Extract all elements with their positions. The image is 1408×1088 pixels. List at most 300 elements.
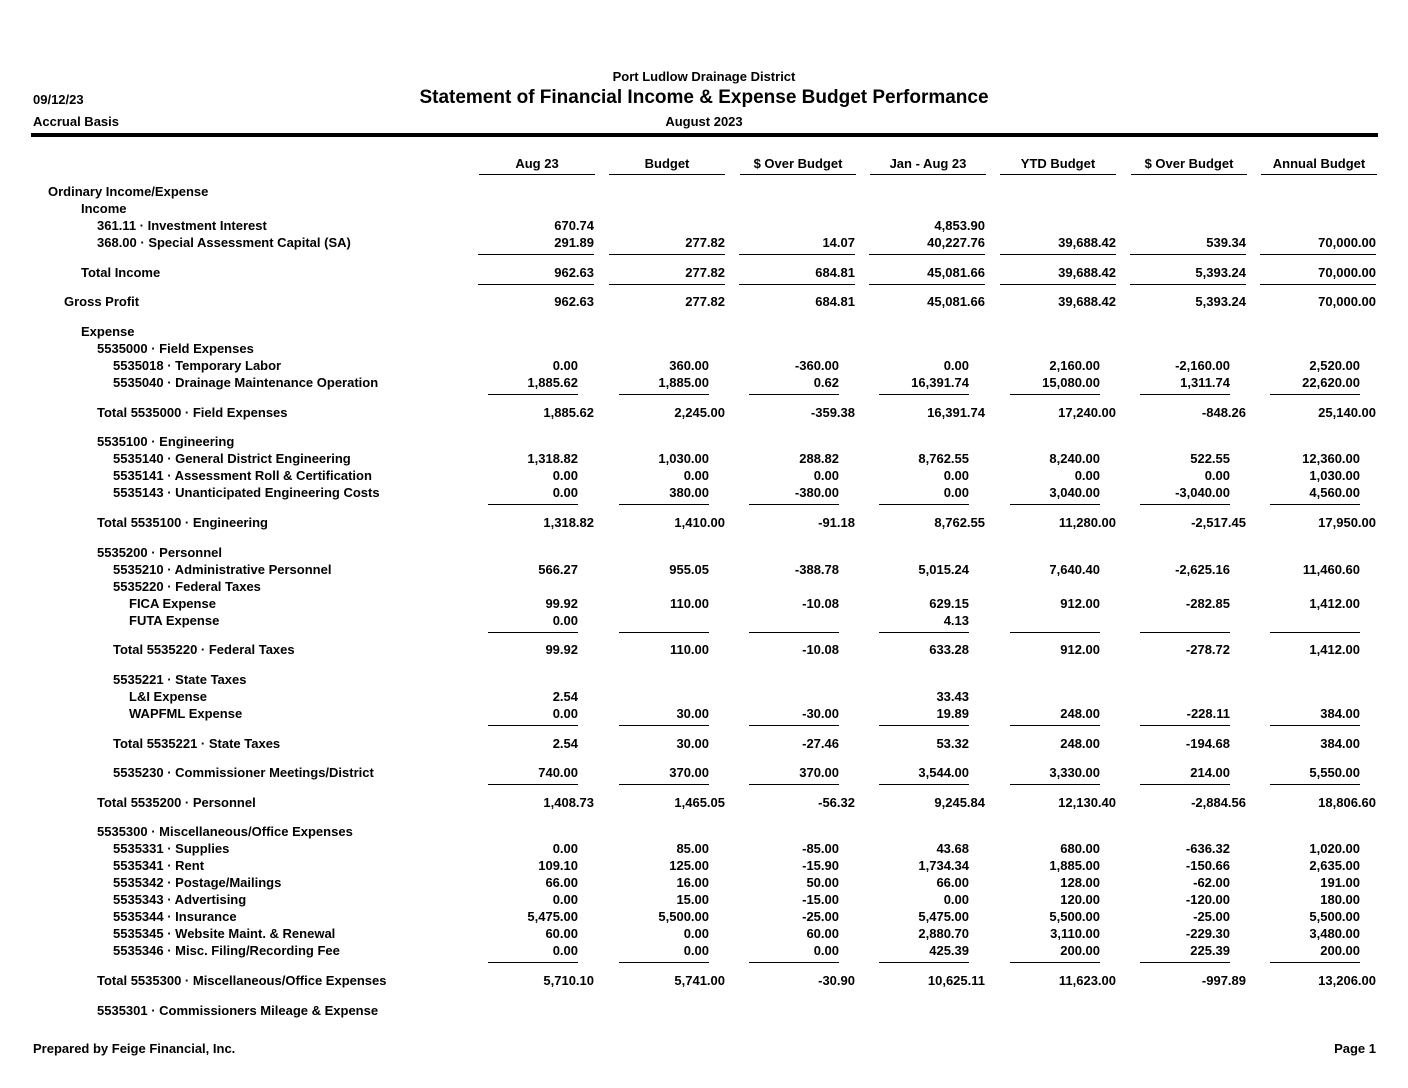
- row-value: -2,160.00: [1175, 358, 1230, 373]
- table-row: [0, 375, 1408, 392]
- subtotal-rule: [1140, 394, 1230, 395]
- subtotal-rule: [1130, 254, 1246, 255]
- row-value: 180.00: [1320, 892, 1360, 907]
- row-value: 370.00: [669, 765, 709, 780]
- table-row: [0, 468, 1408, 485]
- row-value: 16,391.74: [927, 405, 985, 420]
- row-label: Total 5535000 · Field Expenses: [97, 405, 288, 420]
- row-label: Total 5535220 · Federal Taxes: [113, 642, 295, 657]
- row-value: 962.63: [554, 294, 594, 309]
- table-row: [0, 841, 1408, 858]
- table-row: [0, 515, 1408, 532]
- row-value: 912.00: [1060, 642, 1100, 657]
- subtotal-rule: [749, 394, 839, 395]
- row-value: 539.34: [1206, 235, 1246, 250]
- table-row: [0, 736, 1408, 753]
- row-value: 3,480.00: [1309, 926, 1360, 941]
- subtotal-rule: [1010, 784, 1100, 785]
- row-value: 14.07: [822, 235, 855, 250]
- subtotal-rule: [879, 394, 969, 395]
- row-value: 7,640.40: [1049, 562, 1100, 577]
- row-value: 0.00: [552, 358, 578, 373]
- row-value: 248.00: [1060, 706, 1100, 721]
- table-row: [0, 824, 1408, 841]
- subtotal-rule: [1260, 284, 1376, 285]
- row-value: 25,140.00: [1318, 405, 1376, 420]
- row-value: 955.05: [669, 562, 709, 577]
- row-label: Total 5535300 · Miscellaneous/Office Expenses: [97, 973, 387, 988]
- row-value: 0.00: [552, 485, 578, 500]
- row-value: 288.82: [799, 451, 839, 466]
- subtotal-rule: [488, 962, 578, 963]
- row-value: 16,391.74: [911, 375, 969, 390]
- row-value: 53.32: [936, 736, 969, 751]
- row-value: 0.00: [683, 926, 709, 941]
- row-label: 5535220 · Federal Taxes: [113, 579, 261, 594]
- subtotal-rule: [749, 962, 839, 963]
- subtotal-rule: [1140, 962, 1230, 963]
- subtotal-rule: [869, 284, 985, 285]
- row-value: -15.90: [802, 858, 839, 873]
- subtotal-rule: [1000, 254, 1116, 255]
- company-name: Port Ludlow Drainage District: [612, 69, 796, 84]
- row-value: -15.00: [802, 892, 839, 907]
- row-value: 45,081.66: [927, 294, 985, 309]
- row-value: -62.00: [1193, 875, 1230, 890]
- row-label: 5535210 · Administrative Personnel: [113, 562, 332, 577]
- table-row: [0, 341, 1408, 358]
- row-value: 200.00: [1060, 943, 1100, 958]
- table-row: [0, 1003, 1408, 1020]
- row-value: 39,688.42: [1058, 294, 1116, 309]
- row-value: 670.74: [554, 218, 594, 233]
- row-label: 5535000 · Field Expenses: [97, 341, 254, 356]
- row-label: 5535221 · State Taxes: [113, 672, 247, 687]
- subtotal-rule: [619, 962, 709, 963]
- subtotal-rule: [619, 632, 709, 633]
- row-value: 633.28: [929, 642, 969, 657]
- row-label: Ordinary Income/Expense: [48, 184, 209, 199]
- table-row: [0, 562, 1408, 579]
- row-value: 0.00: [683, 943, 709, 958]
- subtotal-rule: [879, 725, 969, 726]
- table-row: [0, 579, 1408, 596]
- row-value: -25.00: [802, 909, 839, 924]
- subtotal-rule: [869, 254, 985, 255]
- row-value: 109.10: [538, 858, 578, 873]
- row-label: Income: [81, 201, 127, 216]
- row-label: FICA Expense: [129, 596, 216, 611]
- table-row: [0, 451, 1408, 468]
- row-value: 120.00: [1060, 892, 1100, 907]
- row-value: 70,000.00: [1318, 235, 1376, 250]
- row-label: 5535140 · General District Engineering: [113, 451, 351, 466]
- row-value: 5,710.10: [543, 973, 594, 988]
- column-header: $ Over Budget: [740, 156, 856, 175]
- row-value: 45,081.66: [927, 265, 985, 280]
- row-value: 0.00: [943, 358, 969, 373]
- table-row: [0, 795, 1408, 812]
- row-value: -85.00: [802, 841, 839, 856]
- row-value: -229.30: [1185, 926, 1230, 941]
- subtotal-rule: [749, 784, 839, 785]
- row-value: 0.00: [1204, 468, 1230, 483]
- row-value: 11,460.60: [1302, 562, 1360, 577]
- page-number: Page 1: [1334, 1041, 1376, 1056]
- row-value: 8,762.55: [918, 451, 969, 466]
- row-value: -380.00: [794, 485, 839, 500]
- row-value: -2,517.45: [1191, 515, 1246, 530]
- row-value: 1,412.00: [1309, 596, 1360, 611]
- row-value: 680.00: [1060, 841, 1100, 856]
- row-value: 629.15: [929, 596, 969, 611]
- row-value: 1,030.00: [658, 451, 709, 466]
- table-row: [0, 294, 1408, 311]
- table-row: [0, 943, 1408, 960]
- row-value: 1,885.00: [658, 375, 709, 390]
- row-value: -360.00: [794, 358, 839, 373]
- row-value: -10.08: [802, 642, 839, 657]
- row-value: 30.00: [676, 706, 709, 721]
- row-label: 5535346 · Misc. Filing/Recording Fee: [113, 943, 340, 958]
- row-value: 1,410.00: [674, 515, 725, 530]
- subtotal-rule: [1010, 962, 1100, 963]
- row-value: -30.90: [818, 973, 855, 988]
- row-label: 5535300 · Miscellaneous/Office Expenses: [97, 824, 353, 839]
- row-label: 5535331 · Supplies: [113, 841, 230, 856]
- row-value: 2,245.00: [674, 405, 725, 420]
- subtotal-rule: [749, 632, 839, 633]
- row-value: 85.00: [676, 841, 709, 856]
- row-value: 384.00: [1320, 706, 1360, 721]
- subtotal-rule: [879, 504, 969, 505]
- row-value: 5,550.00: [1309, 765, 1360, 780]
- subtotal-rule: [488, 725, 578, 726]
- row-value: 0.00: [552, 613, 578, 628]
- row-value: 425.39: [929, 943, 969, 958]
- subtotal-rule: [619, 394, 709, 395]
- row-label: 5535345 · Website Maint. & Renewal: [113, 926, 336, 941]
- row-value: 2,880.70: [918, 926, 969, 941]
- row-value: -2,884.56: [1191, 795, 1246, 810]
- row-value: 5,500.00: [1309, 909, 1360, 924]
- row-value: 1,030.00: [1309, 468, 1360, 483]
- row-value: 39,688.42: [1058, 235, 1116, 250]
- row-value: 11,280.00: [1058, 515, 1116, 530]
- row-value: 2,635.00: [1309, 858, 1360, 873]
- row-value: 60.00: [806, 926, 839, 941]
- row-value: 0.00: [552, 706, 578, 721]
- table-row: [0, 545, 1408, 562]
- subtotal-rule: [1270, 962, 1360, 963]
- subtotal-rule: [1010, 394, 1100, 395]
- row-label: 5535141 · Assessment Roll & Certification: [113, 468, 372, 483]
- subtotal-rule: [1140, 504, 1230, 505]
- row-label: Total Income: [81, 265, 161, 280]
- row-value: 39,688.42: [1058, 265, 1116, 280]
- row-value: 5,393.24: [1195, 265, 1246, 280]
- row-label: 5535200 · Personnel: [97, 545, 223, 560]
- row-value: 2,160.00: [1049, 358, 1100, 373]
- row-value: 11,623.00: [1058, 973, 1116, 988]
- table-row: [0, 324, 1408, 341]
- row-value: 128.00: [1060, 875, 1100, 890]
- row-value: 1,734.34: [918, 858, 969, 873]
- row-label: Expense: [81, 324, 135, 339]
- row-value: 3,330.00: [1049, 765, 1100, 780]
- subtotal-rule: [478, 284, 594, 285]
- row-value: 200.00: [1320, 943, 1360, 958]
- subtotal-rule: [609, 284, 725, 285]
- row-value: 70,000.00: [1318, 265, 1376, 280]
- row-label: 361.11 · Investment Interest: [97, 218, 267, 233]
- row-label: 5535344 · Insurance: [113, 909, 237, 924]
- row-value: 66.00: [936, 875, 969, 890]
- table-row: [0, 672, 1408, 689]
- row-value: 5,475.00: [918, 909, 969, 924]
- column-header: Annual Budget: [1261, 156, 1377, 175]
- row-value: 522.55: [1190, 451, 1230, 466]
- row-value: 912.00: [1060, 596, 1100, 611]
- row-label: 5535341 · Rent: [113, 858, 205, 873]
- column-header: Aug 23: [479, 156, 595, 175]
- table-row: [0, 596, 1408, 613]
- row-value: 225.39: [1190, 943, 1230, 958]
- row-value: 566.27: [538, 562, 578, 577]
- row-value: 0.00: [943, 485, 969, 500]
- row-value: 1,885.62: [543, 405, 594, 420]
- subtotal-rule: [1260, 254, 1376, 255]
- row-label: 5535342 · Postage/Mailings: [113, 875, 282, 890]
- row-value: 5,393.24: [1195, 294, 1246, 309]
- row-value: 3,544.00: [918, 765, 969, 780]
- row-value: 0.00: [943, 892, 969, 907]
- report-period: August 2023: [665, 114, 743, 129]
- row-value: 0.62: [813, 375, 839, 390]
- table-row: [0, 613, 1408, 630]
- row-value: -120.00: [1185, 892, 1230, 907]
- report-date: 09/12/23: [33, 92, 84, 107]
- table-row: [0, 909, 1408, 926]
- row-value: -359.38: [810, 405, 855, 420]
- subtotal-rule: [1010, 725, 1100, 726]
- table-row: [0, 642, 1408, 659]
- row-value: 277.82: [685, 265, 725, 280]
- row-value: 248.00: [1060, 736, 1100, 751]
- row-value: -997.89: [1201, 973, 1246, 988]
- prepared-by: Prepared by Feige Financial, Inc.: [33, 1041, 236, 1056]
- row-value: 191.00: [1320, 875, 1360, 890]
- subtotal-rule: [1010, 504, 1100, 505]
- row-value: 0.00: [552, 943, 578, 958]
- row-value: 43.68: [936, 841, 969, 856]
- row-value: 19.89: [936, 706, 969, 721]
- row-value: 0.00: [1074, 468, 1100, 483]
- subtotal-rule: [488, 394, 578, 395]
- row-label: 5535100 · Engineering: [97, 434, 235, 449]
- table-row: [0, 926, 1408, 943]
- table-row: [0, 689, 1408, 706]
- row-label: 5535040 · Drainage Maintenance Operation: [113, 375, 379, 390]
- subtotal-rule: [739, 254, 855, 255]
- row-value: 5,015.24: [918, 562, 969, 577]
- row-value: 360.00: [669, 358, 709, 373]
- row-value: -25.00: [1193, 909, 1230, 924]
- subtotal-rule: [749, 504, 839, 505]
- row-label: L&I Expense: [129, 689, 208, 704]
- table-row: [0, 765, 1408, 782]
- subtotal-rule: [478, 254, 594, 255]
- column-header: Jan - Aug 23: [870, 156, 986, 175]
- row-value: -30.00: [802, 706, 839, 721]
- row-value: 0.00: [813, 468, 839, 483]
- subtotal-rule: [1270, 725, 1360, 726]
- row-value: 66.00: [545, 875, 578, 890]
- row-value: 5,741.00: [674, 973, 725, 988]
- row-value: 1,465.05: [674, 795, 725, 810]
- row-value: -194.68: [1185, 736, 1230, 751]
- row-value: 684.81: [815, 294, 855, 309]
- subtotal-rule: [1140, 632, 1230, 633]
- table-row: [0, 892, 1408, 909]
- row-value: 277.82: [685, 294, 725, 309]
- row-value: 70,000.00: [1318, 294, 1376, 309]
- row-value: 1,408.73: [543, 795, 594, 810]
- subtotal-rule: [879, 632, 969, 633]
- row-value: 1,318.82: [527, 451, 578, 466]
- row-value: 2.54: [552, 689, 578, 704]
- row-label: FUTA Expense: [129, 613, 220, 628]
- subtotal-rule: [488, 632, 578, 633]
- row-label: WAPFML Expense: [129, 706, 243, 721]
- row-value: 1,311.74: [1180, 375, 1230, 390]
- subtotal-rule: [488, 784, 578, 785]
- subtotal-rule: [619, 725, 709, 726]
- table-row: [0, 218, 1408, 235]
- row-value: 110.00: [669, 642, 709, 657]
- row-value: 16.00: [676, 875, 709, 890]
- row-value: 9,245.84: [934, 795, 985, 810]
- table-row: [0, 973, 1408, 990]
- row-label: 5535343 · Advertising: [113, 892, 247, 907]
- row-value: -282.85: [1185, 596, 1230, 611]
- row-value: 30.00: [676, 736, 709, 751]
- row-value: 1,020.00: [1309, 841, 1360, 856]
- row-value: 4,560.00: [1309, 485, 1360, 500]
- row-value: 2.54: [552, 736, 578, 751]
- row-value: -388.78: [794, 562, 839, 577]
- row-value: 17,950.00: [1318, 515, 1376, 530]
- row-value: -91.18: [818, 515, 855, 530]
- row-value: 10,625.11: [927, 973, 985, 988]
- row-label: Total 5535100 · Engineering: [97, 515, 268, 530]
- row-value: 0.00: [552, 841, 578, 856]
- row-value: 0.00: [683, 468, 709, 483]
- row-value: -150.66: [1185, 858, 1230, 873]
- subtotal-rule: [749, 725, 839, 726]
- subtotal-rule: [1140, 725, 1230, 726]
- subtotal-rule: [1130, 284, 1246, 285]
- row-value: 1,885.00: [1049, 858, 1100, 873]
- subtotal-rule: [488, 504, 578, 505]
- subtotal-rule: [619, 504, 709, 505]
- subtotal-rule: [879, 962, 969, 963]
- row-value: 99.92: [545, 642, 578, 657]
- row-value: 962.63: [554, 265, 594, 280]
- table-row: [0, 201, 1408, 218]
- row-value: 60.00: [545, 926, 578, 941]
- row-label: 5535230 · Commissioner Meetings/District: [113, 765, 374, 780]
- subtotal-rule: [619, 784, 709, 785]
- subtotal-rule: [1270, 504, 1360, 505]
- row-value: 384.00: [1320, 736, 1360, 751]
- row-value: 740.00: [538, 765, 578, 780]
- row-value: 1,885.62: [527, 375, 578, 390]
- row-value: 1,318.82: [543, 515, 594, 530]
- row-value: 17,240.00: [1058, 405, 1116, 420]
- row-value: -2,625.16: [1175, 562, 1230, 577]
- row-label: 368.00 · Special Assessment Capital (SA): [97, 235, 351, 250]
- row-value: 3,110.00: [1050, 926, 1100, 941]
- row-value: -228.11: [1186, 706, 1230, 721]
- subtotal-rule: [1270, 784, 1360, 785]
- table-row: [0, 706, 1408, 723]
- table-row: [0, 235, 1408, 252]
- row-value: -56.32: [818, 795, 855, 810]
- row-value: 15.00: [676, 892, 709, 907]
- row-value: 8,762.55: [934, 515, 985, 530]
- row-value: 22,620.00: [1302, 375, 1360, 390]
- subtotal-rule: [1010, 632, 1100, 633]
- row-label: Gross Profit: [64, 294, 140, 309]
- row-value: -848.26: [1201, 405, 1246, 420]
- row-value: 1,412.00: [1309, 642, 1360, 657]
- row-value: 50.00: [806, 875, 839, 890]
- row-value: -10.08: [802, 596, 839, 611]
- header-rule: [31, 133, 1378, 137]
- table-row: [0, 434, 1408, 451]
- row-label: 5535301 · Commissioners Mileage & Expense: [97, 1003, 379, 1018]
- row-value: -3,040.00: [1175, 485, 1230, 500]
- row-value: 291.89: [554, 235, 594, 250]
- row-value: 277.82: [685, 235, 725, 250]
- row-value: 380.00: [669, 485, 709, 500]
- row-value: 0.00: [813, 943, 839, 958]
- row-value: 12,360.00: [1302, 451, 1360, 466]
- row-label: Total 5535221 · State Taxes: [113, 736, 281, 751]
- subtotal-rule: [609, 254, 725, 255]
- table-row: [0, 485, 1408, 502]
- row-value: 4.13: [943, 613, 969, 628]
- row-value: 110.00: [669, 596, 709, 611]
- subtotal-rule: [1270, 632, 1360, 633]
- row-value: 5,500.00: [1049, 909, 1100, 924]
- column-header: Budget: [609, 156, 725, 175]
- row-label: 5535018 · Temporary Labor: [113, 358, 282, 373]
- row-value: 214.00: [1190, 765, 1230, 780]
- row-value: 4,853.90: [934, 218, 985, 233]
- row-value: 33.43: [936, 689, 969, 704]
- row-value: 3,040.00: [1049, 485, 1100, 500]
- table-row: [0, 265, 1408, 282]
- row-value: 5,500.00: [658, 909, 709, 924]
- row-value: 684.81: [815, 265, 855, 280]
- table-row: [0, 358, 1408, 375]
- row-value: 0.00: [552, 892, 578, 907]
- row-value: 40,227.76: [927, 235, 985, 250]
- row-value: 5,475.00: [527, 909, 578, 924]
- subtotal-rule: [879, 784, 969, 785]
